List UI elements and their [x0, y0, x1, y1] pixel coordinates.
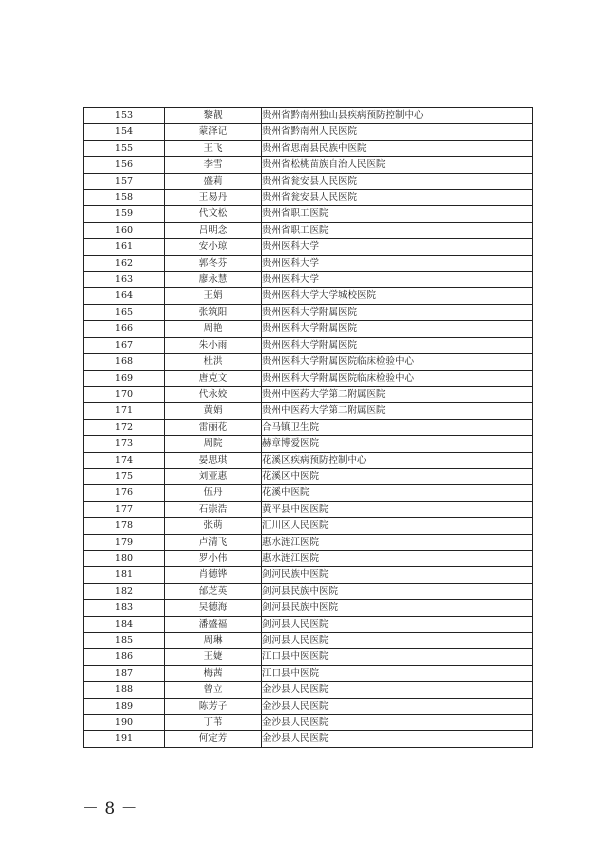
name-cell: 雷丽花: [165, 419, 262, 435]
name-cell: 朱小雨: [165, 337, 262, 353]
name-cell: 王飞: [165, 140, 262, 156]
table-row: [84, 600, 533, 616]
organization-cell: 贵州医科大学: [262, 239, 533, 255]
name-cell: 石崇浩: [165, 501, 262, 517]
name-cell: 卢清飞: [165, 534, 262, 550]
row-number-cell: 161: [84, 239, 165, 255]
row-number-cell: 160: [84, 222, 165, 238]
name-cell: 王婕: [165, 649, 262, 665]
table-row: [84, 665, 533, 681]
name-cell: 伍丹: [165, 485, 262, 501]
row-number-cell: 170: [84, 386, 165, 402]
name-cell: 杜洪: [165, 354, 262, 370]
row-number-cell: 181: [84, 567, 165, 583]
row-number-cell: 172: [84, 419, 165, 435]
organization-cell: 剑河县民族中医院: [262, 600, 533, 616]
table-row: [84, 534, 533, 550]
row-number-cell: 185: [84, 633, 165, 649]
row-number-cell: 157: [84, 173, 165, 189]
organization-cell: 剑河县人民医院: [262, 633, 533, 649]
table-row: [84, 157, 533, 173]
row-number-cell: 173: [84, 436, 165, 452]
organization-cell: 惠水涟江医院: [262, 550, 533, 566]
table-row: [84, 649, 533, 665]
name-cell: 代文松: [165, 206, 262, 222]
organization-cell: 花溪区中医院: [262, 468, 533, 484]
name-cell: 吴德海: [165, 600, 262, 616]
organization-cell: 剑河民族中医院: [262, 567, 533, 583]
name-cell: 丁苇: [165, 715, 262, 731]
table-row: [84, 633, 533, 649]
name-cell: 黎靓: [165, 108, 262, 124]
table-row: [84, 222, 533, 238]
table-row: [84, 386, 533, 402]
name-cell: 吕明念: [165, 222, 262, 238]
organization-cell: 贵州省松桃苗族自治人民医院: [262, 157, 533, 173]
table-row: [84, 567, 533, 583]
table-row: [84, 468, 533, 484]
name-cell: 梅茜: [165, 665, 262, 681]
organization-cell: 金沙县人民医院: [262, 715, 533, 731]
organization-cell: 贵州中医药大学第二附属医院: [262, 403, 533, 419]
table-row: [84, 239, 533, 255]
table-row: [84, 140, 533, 156]
row-number-cell: 191: [84, 731, 165, 747]
row-number-cell: 183: [84, 600, 165, 616]
row-number-cell: 166: [84, 321, 165, 337]
name-cell: 曾立: [165, 682, 262, 698]
table-row: [84, 715, 533, 731]
table-row: [84, 321, 533, 337]
name-cell: 刘亚惠: [165, 468, 262, 484]
name-cell: 周艳: [165, 321, 262, 337]
organization-cell: 贵州医科大学附属医院: [262, 304, 533, 320]
organization-cell: 贵州省瓮安县人民医院: [262, 173, 533, 189]
organization-cell: 贵州医科大学: [262, 255, 533, 271]
organization-cell: 黄平县中医医院: [262, 501, 533, 517]
row-number-cell: 187: [84, 665, 165, 681]
organization-cell: 贵州省瓮安县人民医院: [262, 190, 533, 206]
name-cell: 晏思琪: [165, 452, 262, 468]
row-number-cell: 174: [84, 452, 165, 468]
organization-cell: 贵州医科大学附属医院: [262, 337, 533, 353]
roster-table-body: [84, 108, 533, 748]
row-number-cell: 188: [84, 682, 165, 698]
name-cell: 潘盛福: [165, 616, 262, 632]
row-number-cell: 180: [84, 550, 165, 566]
table-row: [84, 288, 533, 304]
organization-cell: 金沙县人民医院: [262, 731, 533, 747]
table-row: [84, 108, 533, 124]
name-cell: 陈芳子: [165, 698, 262, 714]
name-cell: 安小琼: [165, 239, 262, 255]
row-number-cell: 156: [84, 157, 165, 173]
table-row: [84, 419, 533, 435]
table-row: [84, 731, 533, 747]
name-cell: 郭冬芬: [165, 255, 262, 271]
table-row: [84, 354, 533, 370]
name-cell: 张萌: [165, 518, 262, 534]
name-cell: 何定芳: [165, 731, 262, 747]
table-row: [84, 124, 533, 140]
organization-cell: 花溪区疾病预防控制中心: [262, 452, 533, 468]
name-cell: 罗小伟: [165, 550, 262, 566]
name-cell: 李雪: [165, 157, 262, 173]
row-number-cell: 155: [84, 140, 165, 156]
row-number-cell: 163: [84, 272, 165, 288]
row-number-cell: 184: [84, 616, 165, 632]
table-row: [84, 190, 533, 206]
row-number-cell: 167: [84, 337, 165, 353]
organization-cell: 江口县中医院: [262, 665, 533, 681]
organization-cell: 贵州省黔南州独山县疾病预防控制中心: [262, 108, 533, 124]
table-row: [84, 550, 533, 566]
table-row: [84, 436, 533, 452]
name-cell: 代永姣: [165, 386, 262, 402]
table-row: [84, 304, 533, 320]
table-row: [84, 682, 533, 698]
table-row: [84, 698, 533, 714]
name-cell: 蒙泽记: [165, 124, 262, 140]
table-row: [84, 403, 533, 419]
table-row: [84, 173, 533, 189]
roster-table: [83, 107, 533, 748]
organization-cell: 金沙县人民医院: [262, 698, 533, 714]
row-number-cell: 158: [84, 190, 165, 206]
row-number-cell: 182: [84, 583, 165, 599]
organization-cell: 惠水涟江医院: [262, 534, 533, 550]
row-number-cell: 162: [84, 255, 165, 271]
organization-cell: 剑河县民族中医院: [262, 583, 533, 599]
organization-cell: 汇川区人民医院: [262, 518, 533, 534]
name-cell: 邰芝英: [165, 583, 262, 599]
organization-cell: 贵州省职工医院: [262, 222, 533, 238]
organization-cell: 花溪中医院: [262, 485, 533, 501]
name-cell: 盛莉: [165, 173, 262, 189]
name-cell: 张筑阳: [165, 304, 262, 320]
name-cell: 廖永慧: [165, 272, 262, 288]
row-number-cell: 169: [84, 370, 165, 386]
table-row: [84, 485, 533, 501]
organization-cell: 金沙县人民医院: [262, 682, 533, 698]
row-number-cell: 189: [84, 698, 165, 714]
table-row: [84, 255, 533, 271]
table-row: [84, 272, 533, 288]
organization-cell: 贵州省职工医院: [262, 206, 533, 222]
name-cell: 王娟: [165, 288, 262, 304]
table-row: [84, 583, 533, 599]
row-number-cell: 171: [84, 403, 165, 419]
page-number: － 8 －: [82, 799, 138, 819]
row-number-cell: 186: [84, 649, 165, 665]
table-row: [84, 370, 533, 386]
name-cell: 王易丹: [165, 190, 262, 206]
table-row: [84, 206, 533, 222]
organization-cell: 合马镇卫生院: [262, 419, 533, 435]
organization-cell: 贵州医科大学大学城校医院: [262, 288, 533, 304]
table-row: [84, 518, 533, 534]
name-cell: 周院: [165, 436, 262, 452]
row-number-cell: 176: [84, 485, 165, 501]
table-row: [84, 452, 533, 468]
table-row: [84, 501, 533, 517]
row-number-cell: 168: [84, 354, 165, 370]
organization-cell: 贵州省黔南州人民医院: [262, 124, 533, 140]
name-cell: 肖德铧: [165, 567, 262, 583]
row-number-cell: 175: [84, 468, 165, 484]
organization-cell: 贵州中医药大学第二附属医院: [262, 386, 533, 402]
organization-cell: 贵州省思南县民族中医院: [262, 140, 533, 156]
name-cell: 唐克文: [165, 370, 262, 386]
organization-cell: 赫章博爱医院: [262, 436, 533, 452]
organization-cell: 江口县中医医院: [262, 649, 533, 665]
row-number-cell: 154: [84, 124, 165, 140]
row-number-cell: 164: [84, 288, 165, 304]
table-row: [84, 337, 533, 353]
row-number-cell: 159: [84, 206, 165, 222]
organization-cell: 剑河县人民医院: [262, 616, 533, 632]
row-number-cell: 178: [84, 518, 165, 534]
row-number-cell: 153: [84, 108, 165, 124]
row-number-cell: 165: [84, 304, 165, 320]
row-number-cell: 177: [84, 501, 165, 517]
row-number-cell: 179: [84, 534, 165, 550]
organization-cell: 贵州医科大学附属医院临床检验中心: [262, 354, 533, 370]
name-cell: 黄娟: [165, 403, 262, 419]
table-row: [84, 616, 533, 632]
organization-cell: 贵州医科大学附属医院: [262, 321, 533, 337]
row-number-cell: 190: [84, 715, 165, 731]
organization-cell: 贵州医科大学: [262, 272, 533, 288]
organization-cell: 贵州医科大学附属医院临床检验中心: [262, 370, 533, 386]
name-cell: 周琳: [165, 633, 262, 649]
